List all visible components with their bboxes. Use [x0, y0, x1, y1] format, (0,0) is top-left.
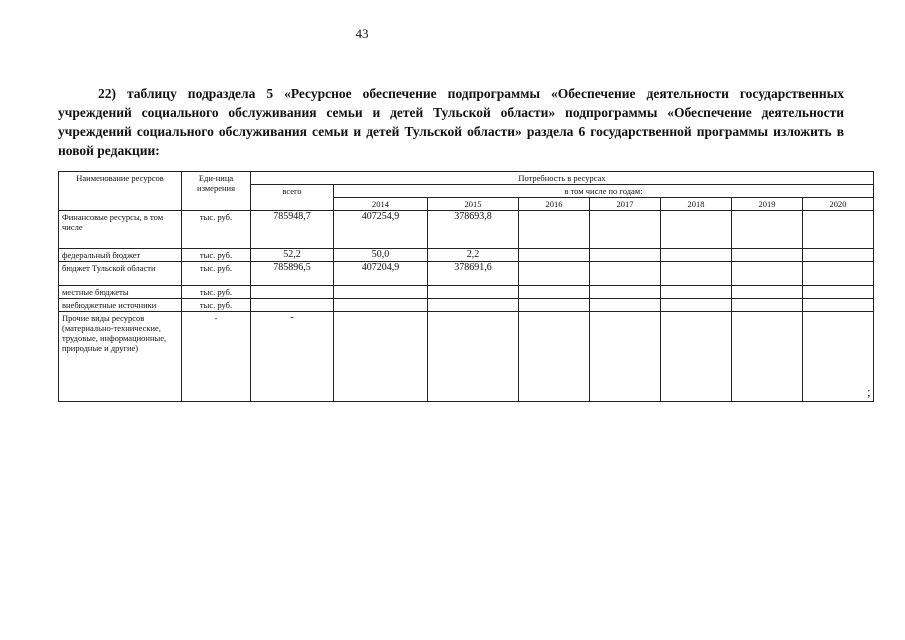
row-2014 [334, 286, 428, 299]
row-2016 [519, 211, 590, 249]
header-year-2014: 2014 [334, 198, 428, 211]
header-total: всего [251, 185, 334, 211]
row-2018 [661, 211, 732, 249]
row-2016 [519, 249, 590, 262]
row-2019 [732, 299, 803, 312]
header-unit: Еди-ница измерения [182, 172, 251, 211]
row-2014 [334, 312, 428, 402]
header-year-2019: 2019 [732, 198, 803, 211]
row-2015: 378691,6 [428, 262, 519, 286]
header-year-2017: 2017 [590, 198, 661, 211]
row-2015: 2,2 [428, 249, 519, 262]
row-total: 785948,7 [251, 211, 334, 249]
header-year-2015: 2015 [428, 198, 519, 211]
header-year-2020: 2020 [803, 198, 874, 211]
row-total [251, 286, 334, 299]
row-2018 [661, 299, 732, 312]
row-unit: тыс. руб. [182, 249, 251, 262]
header-by-years: в том числе по годам: [334, 185, 874, 198]
row-2015 [428, 299, 519, 312]
row-2020 [803, 249, 874, 262]
row-2018 [661, 286, 732, 299]
row-2019 [732, 286, 803, 299]
row-unit: тыс. руб. [182, 211, 251, 249]
row-2018 [661, 249, 732, 262]
row-unit: тыс. руб. [182, 299, 251, 312]
header-need: Потребность в ресурсах [251, 172, 874, 185]
header-year-2016: 2016 [519, 198, 590, 211]
trailing-semicolon: ; [867, 384, 871, 399]
row-2015: 378693,8 [428, 211, 519, 249]
row-2017 [590, 312, 661, 402]
row-2015 [428, 286, 519, 299]
table-row [59, 312, 874, 402]
row-2019 [732, 211, 803, 249]
row-2017 [590, 299, 661, 312]
header-year-2018: 2018 [661, 198, 732, 211]
row-2019 [732, 312, 803, 402]
row-2014: 407254,9 [334, 211, 428, 249]
row-2016 [519, 312, 590, 402]
row-unit: тыс. руб. [182, 286, 251, 299]
table-row [59, 249, 874, 262]
row-2020 [803, 211, 874, 249]
intro-paragraph: 22) таблицу подраздела 5 «Ресурсное обеспечение подпрограммы «Обеспечение деятельности государственных учреждений социального обслуживания семьи и детей Тульской области» подпрограммы «Обеспечение деятельности учреждений социального обслуживания семьи и детей Тульской области» раздела 6 государственной программы изложить в новой редакции: [58, 86, 844, 158]
row-name: федеральный бюджет [59, 249, 182, 262]
row-name: Прочие виды ресурсов (материально-технические, трудовые, информационные, природные и другие) [59, 312, 182, 402]
row-2015 [428, 312, 519, 402]
row-2018 [661, 312, 732, 402]
row-2017 [590, 262, 661, 286]
row-unit: тыс. руб. [182, 262, 251, 286]
row-2017 [590, 286, 661, 299]
row-2020 [803, 312, 874, 402]
row-total: 785896,5 [251, 262, 334, 286]
page-number: 43 [355, 26, 369, 41]
table-row [59, 262, 874, 286]
row-2017 [590, 211, 661, 249]
row-2014: 407204,9 [334, 262, 428, 286]
row-2016 [519, 299, 590, 312]
row-2019 [732, 262, 803, 286]
row-2014: 50,0 [334, 249, 428, 262]
row-2016 [519, 262, 590, 286]
header-resource-name: Наименование ресурсов [59, 172, 182, 211]
table-row [59, 299, 874, 312]
row-2017 [590, 249, 661, 262]
table-row [59, 211, 874, 249]
row-2020 [803, 299, 874, 312]
row-2018 [661, 262, 732, 286]
table-row [59, 286, 874, 299]
row-unit: - [182, 312, 251, 402]
resource-table [58, 171, 874, 402]
row-name: местные бюджеты [59, 286, 182, 299]
row-2020 [803, 262, 874, 286]
row-total: 52,2 [251, 249, 334, 262]
row-2019 [732, 249, 803, 262]
row-name: Финансовые ресурсы, в том числе [59, 211, 182, 249]
row-2014 [334, 299, 428, 312]
row-2020 [803, 286, 874, 299]
row-total: - [251, 312, 334, 402]
row-name: бюджет Тульской области [59, 262, 182, 286]
row-2016 [519, 286, 590, 299]
row-name: внебюджетные источники [59, 299, 182, 312]
row-total [251, 299, 334, 312]
